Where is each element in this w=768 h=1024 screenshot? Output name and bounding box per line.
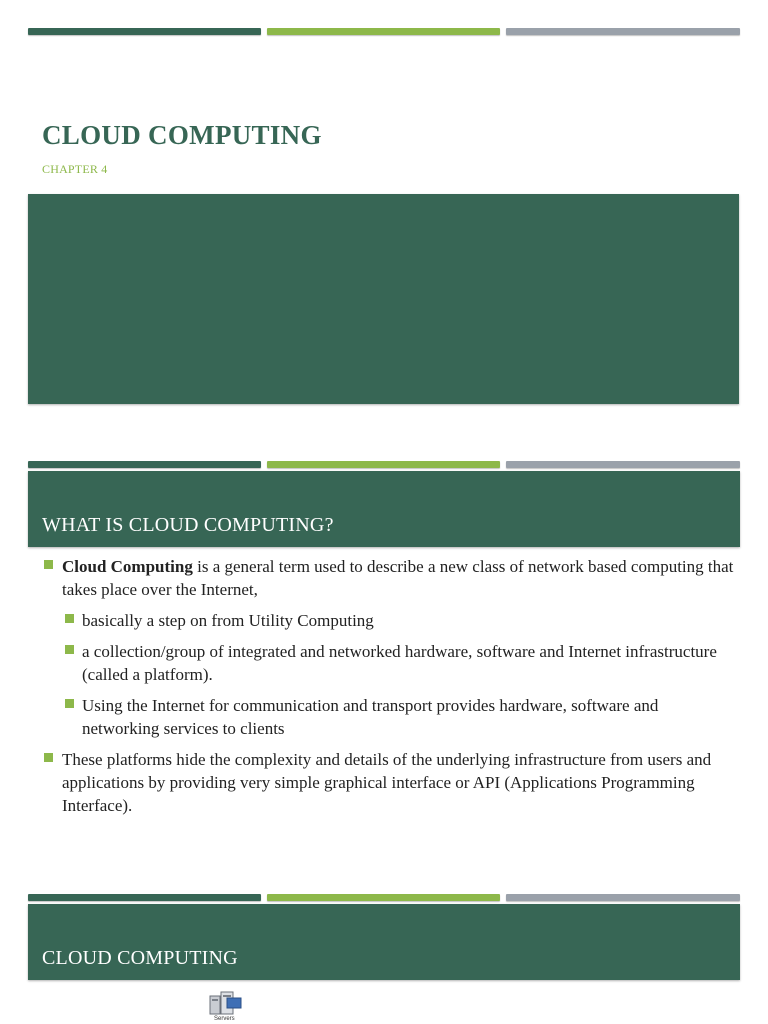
bullet-text: These platforms hide the complexity and details of the underlying infrastructure from users and applications by providing very simple graphical interface or API (Applications Programming Interface). [62,750,712,815]
slide2-title: WHAT IS CLOUD COMPUTING? [42,514,334,536]
accent-bar-gray [506,28,740,35]
accent-bar-light-green [267,461,500,468]
accent-bar-dark-green [28,461,261,468]
accent-bar-gray [506,894,740,901]
accent-bar-dark-green [28,894,261,901]
slide3-title: CLOUD COMPUTING [42,947,238,969]
slide3-header [28,904,740,980]
bullet-square-icon [44,560,53,569]
accent-bar-light-green [267,894,500,901]
slide1-accent-bars [28,28,740,36]
bullet-square-icon [44,753,53,762]
bullet-subitem [44,694,734,740]
bullet-text: basically a step on from Utility Computing [82,611,374,630]
bullet-square-icon [65,614,74,623]
bullet-text: is a general term used to describe a new class of network based computing that takes place over the Internet, [62,557,734,599]
accent-bar-light-green [267,28,500,35]
bullet-item [44,748,734,817]
slide2-accent-bars [28,461,740,469]
bullet-subitem [44,640,734,686]
slide2-bullet-list [44,555,734,825]
slide2-header [28,471,740,547]
accent-bar-dark-green [28,28,261,35]
bullet-item [44,555,734,601]
slide1-green-panel [28,194,739,404]
bullet-text: a collection/group of integrated and networked hardware, software and Internet infrastructure (called a platform). [82,642,717,684]
slide1-subtitle: CHAPTER 4 [42,162,108,176]
bullet-square-icon [65,645,74,654]
bullet-bold-term: Cloud Computing [62,557,193,576]
bullet-square-icon [65,699,74,708]
server-label: Servers [214,1016,235,1022]
accent-bar-gray [506,461,740,468]
slide1-title: CLOUD COMPUTING [42,120,322,150]
slide3-accent-bars [28,894,740,902]
bullet-subitem [44,609,734,632]
bullet-text: Using the Internet for communication and transport provides hardware, software and networking services to clients [82,696,659,738]
